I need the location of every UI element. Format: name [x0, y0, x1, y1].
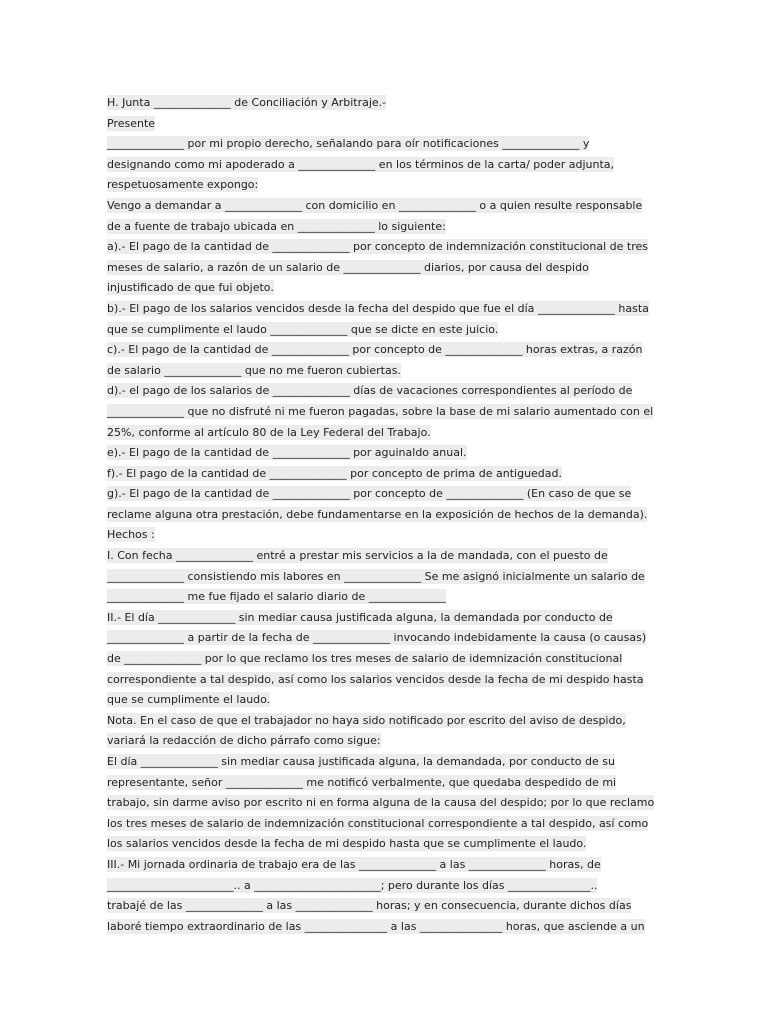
document-line-text: de a fuente de trabajo ubicada en ______________ lo siguiente:: [107, 219, 446, 233]
document-line-text: f).- El pago de la cantidad de ______________ por concepto de prima de antiguedad.: [107, 466, 563, 480]
document-line-text: g).- El pago de la cantidad de ______________ por concepto de ______________ (En caso de que se: [107, 487, 632, 501]
document-line: [107, 134, 667, 155]
document-line: [107, 628, 667, 649]
document-line: [107, 423, 667, 444]
document-line-text: injustificado de que fui objeto.: [107, 281, 274, 295]
document-line-text: e).- El pago de la cantidad de ______________ por aguinaldo anual.: [107, 446, 467, 460]
document-line-text: Nota. En el caso de que el trabajador no haya sido notificado por escrito del aviso de despido,: [107, 713, 626, 727]
document-line: [107, 443, 667, 464]
document-line-text: de ______________ por lo que reclamo los tres meses de salario de idemnización constitucional: [107, 652, 623, 666]
document-line: [107, 814, 667, 835]
document-line: [107, 196, 667, 217]
document-line-text: laboré tiempo extraordinario de las _______________ a las _______________ horas, que asciende a un: [107, 919, 645, 933]
document-line-text: ______________ por mi propio derecho, señalando para oír notificaciones ______________ y: [107, 137, 590, 151]
document-line: [107, 546, 667, 567]
document-line-text: que se cumplimente el laudo.: [107, 693, 271, 707]
document-body: [107, 93, 667, 937]
document-line: [107, 505, 667, 526]
document-line: [107, 278, 667, 299]
document-line: [107, 855, 667, 876]
document-line-text: trabajo, sin darme aviso por escrito ni en forma alguna de la causa del despido; por lo que reclamo: [107, 796, 655, 810]
document-line-text: Vengo a demandar a ______________ con domicilio en ______________ o a quien resulte responsable: [107, 198, 643, 212]
document-line: [107, 690, 667, 711]
document-line: [107, 217, 667, 238]
document-line: [107, 361, 667, 382]
document-line-text: correspondiente a tal despido, así como los salarios vencidos desde la fecha de mi despido hasta: [107, 672, 644, 686]
document-line: [107, 876, 667, 897]
document-line-text: d).- el pago de los salarios de ______________ días de vacaciones correspondientes al período de: [107, 384, 633, 398]
document-line-text: H. Junta ______________ de Conciliación y Arbitraje.-: [107, 96, 387, 109]
document-line: [107, 258, 667, 279]
document-line: [107, 670, 667, 691]
document-line-text: designando como mi apoderado a ______________ en los términos de la carta/ poder adjunta,: [107, 157, 615, 171]
document-line-text: 25%, conforme al artículo 80 de la Ley Federal del Trabajo.: [107, 425, 431, 439]
document-line: [107, 381, 667, 402]
document-line: [107, 340, 667, 361]
document-line: [107, 237, 667, 258]
document-line-text: ______________ consistiendo mis labores en ______________ Se me asignó inicialmente un salario de: [107, 569, 645, 583]
document-line-text: representante, señor ______________ me notificó verbalmente, que quedaba despedido de mi: [107, 775, 617, 789]
document-line: [107, 752, 667, 773]
document-line: [107, 484, 667, 505]
document-line-text: reclame alguna otra prestación, debe fundamentarse en la exposición de hechos de la demanda).: [107, 507, 648, 521]
document-line: [107, 896, 667, 917]
document-line: [107, 175, 667, 196]
document-line: [107, 464, 667, 485]
document-line-text: _______________________.. a _______________________; pero durante los días _______________..: [107, 878, 598, 892]
document-line: [107, 711, 667, 732]
document-line: [107, 525, 667, 546]
document-line-text: III.- Mi jornada ordinaria de trabajo era de las ______________ a las ______________ horas, de: [107, 857, 601, 871]
document-line: [107, 320, 667, 341]
document-line-text: a).- El pago de la cantidad de ______________ por concepto de indemnización constitucional de tres: [107, 240, 649, 254]
document-line-text: respetuosamente expongo:: [107, 178, 259, 192]
document-line-text: Hechos :: [107, 528, 155, 542]
document-line-text: de salario ______________ que no me fueron cubiertas.: [107, 363, 401, 377]
document-line-text: I. Con fecha ______________ entré a prestar mis servicios a la de mandada, con el puesto de: [107, 549, 608, 563]
document-line-text: variará la redacción de dicho párrafo como sigue:: [107, 734, 381, 748]
document-line: [107, 299, 667, 320]
document-line: [107, 608, 667, 629]
document-line: [107, 731, 667, 752]
document-line: [107, 114, 667, 135]
document-line: [107, 93, 667, 114]
document-line: [107, 402, 667, 423]
document-line-text: II.- El día ______________ sin mediar causa justificada alguna, la demandada por conducto de: [107, 610, 613, 624]
document-line-text: b).- El pago de los salarios vencidos desde la fecha del despido que fue el día ______________ hasta: [107, 301, 649, 315]
document-line-text: los tres meses de salario de indemnización constitucional correspondiente a tal despido, así como: [107, 816, 649, 830]
document-line: [107, 773, 667, 794]
document-line-text: ______________ me fue fijado el salario diario de ______________: [107, 590, 446, 604]
document-line-text: meses de salario, a razón de un salario de ______________ diarios, por causa del despido: [107, 260, 589, 274]
document-line-text: c).- El pago de la cantidad de ______________ por concepto de ______________ horas extras, a razón: [107, 343, 643, 357]
document-line-text: El día ______________ sin mediar causa justificada alguna, la demandada, por conducto de su: [107, 755, 615, 768]
document-line: [107, 155, 667, 176]
document-line-text: trabajé de las ______________ a las ______________ horas; y en consecuencia, durante dichos días: [107, 899, 632, 913]
document-line: [107, 567, 667, 588]
document-line-text: que se cumplimente el laudo ______________ que se dicte en este juicio.: [107, 322, 499, 336]
document-line: [107, 649, 667, 670]
document-line: [107, 834, 667, 855]
document-line: [107, 917, 667, 938]
document-line: [107, 587, 667, 608]
document-line: [107, 793, 667, 814]
document-line-text: ______________ a partir de la fecha de ______________ invocando indebidamente la causa (o causas): [107, 631, 647, 645]
document-line-text: los salarios vencidos desde la fecha de mi despido hasta que se cumplimente el laudo.: [107, 837, 587, 851]
document-line-text: ______________ que no disfruté ni me fueron pagadas, sobre la base de mi salario aumentado con el: [107, 404, 654, 418]
document-line-text: Presente: [107, 116, 156, 130]
